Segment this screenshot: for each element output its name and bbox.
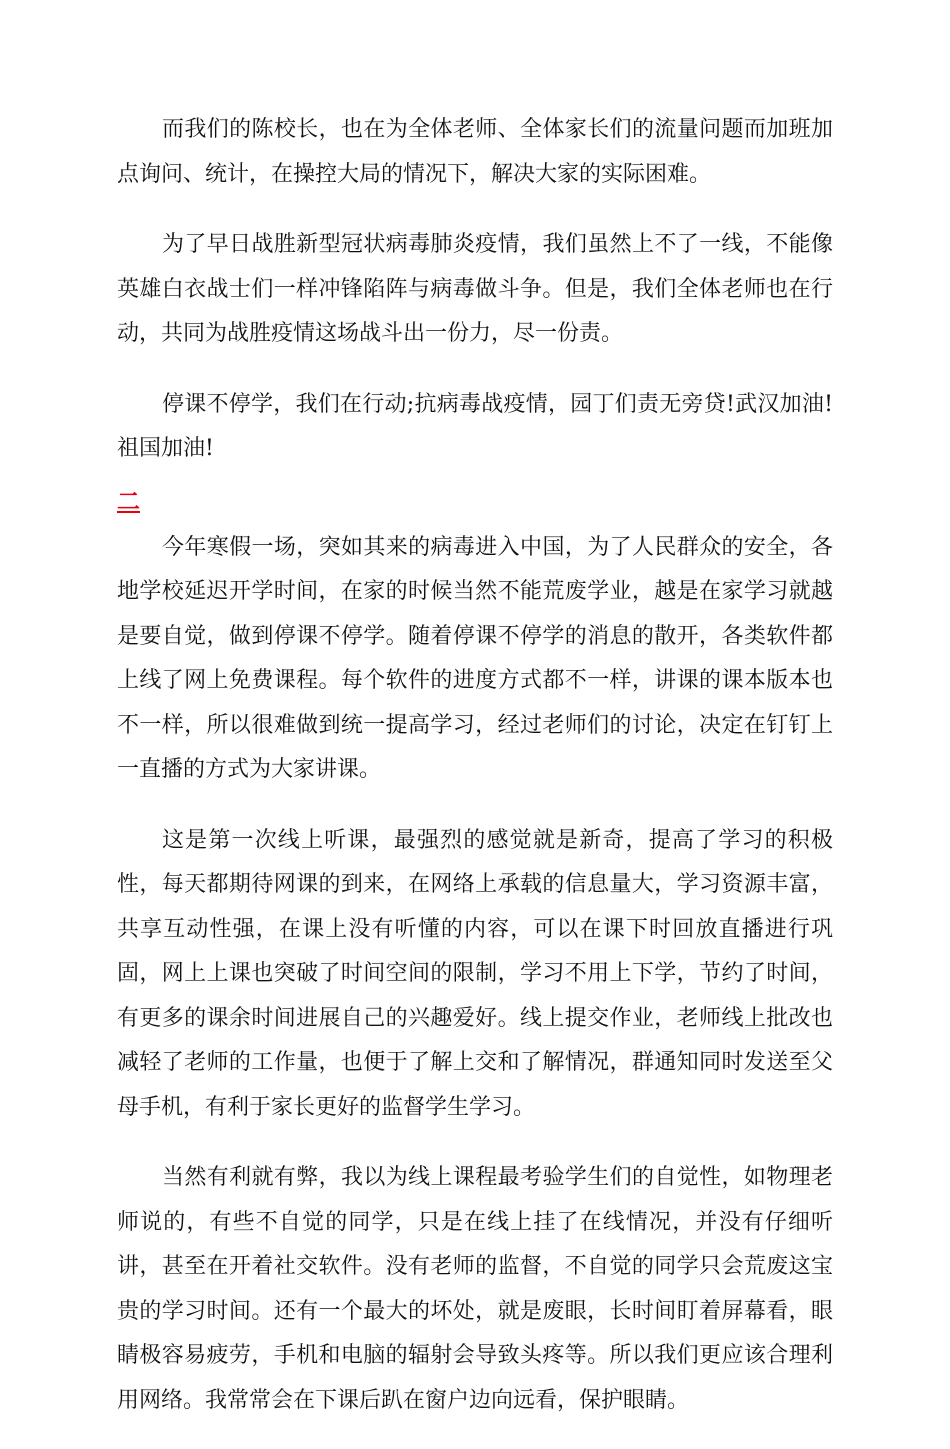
paragraph-principal-effort: 而我们的陈校长，也在为全体老师、全体家长们的流量问题而加班加点询问、统计，在操控大局的情况下，解决大家的实际困难。 bbox=[117, 117, 833, 187]
paragraph-online-benefits: 这是第一次线上听课，最强烈的感觉就是新奇，提高了学习的积极性，每天都期待网课的到来，在网络上承载的信息量大，学习资源丰富，共享互动性强，在课上没有听懂的内容，可以在课下时回放直播进行巩固，网上上课也突破了时间空间的限制，学习不用上下学，节约了时间，有更多的课余时间进展自己的兴趣爱好。线上提交作业，老师线上批改也减轻了老师的工作量，也便于了解上交和了解情况，群通知同时发送至父母手机，有利于家长更好的监督学生学习。 bbox=[117, 827, 833, 1120]
paragraph-slogan: 停课不停学，我们在行动;抗病毒战疫情，园丁们责无旁贷!武汉加油!祖国加油! bbox=[117, 391, 833, 461]
paragraph-teachers-action: 为了早日战胜新型冠状病毒肺炎疫情，我们虽然上不了一线，不能像英雄白衣战士们一样冲锋陷阵与病毒做斗争。但是，我们全体老师也在行动，共同为战胜疫情这场战斗出一份力，尽一份责。 bbox=[117, 232, 833, 346]
document-page bbox=[117, 108, 833, 1449]
section-heading-two-label: 二 bbox=[117, 488, 140, 515]
paragraph-online-drawbacks: 当然有利就有弊，我以为线上课程最考验学生们的自觉性，如物理老师说的，有些不自觉的同学，只是在线上挂了在线情况，并没有仔细听讲，甚至在开着社交软件。没有老师的监督，不自觉的同学只会荒废这宝贵的学习时间。还有一个最大的坏处，就是废眼，长时间盯着屏幕看，眼睛极容易疲劳，手机和电脑的辐射会导致头疼等。所以我们更应该合理利用网络。我常常会在下课后趴在窗户边向远看，保护眼睛。 bbox=[117, 1165, 833, 1413]
paragraph-winter-break: 今年寒假一场，突如其来的病毒进入中国，为了人民群众的安全，各地学校延迟开学时间，在家的时候当然不能荒废学业，越是在家学习就越是要自觉，做到停课不停学。随着停课不停学的消息的散开，各类软件都上线了网上免费课程。每个软件的进度方式都不一样，讲课的课本版本也不一样，所以很难做到统一提高学习，经过老师们的讨论，决定在钉钉上一直播的方式为大家讲课。 bbox=[117, 534, 833, 782]
section-heading-two bbox=[117, 480, 833, 524]
